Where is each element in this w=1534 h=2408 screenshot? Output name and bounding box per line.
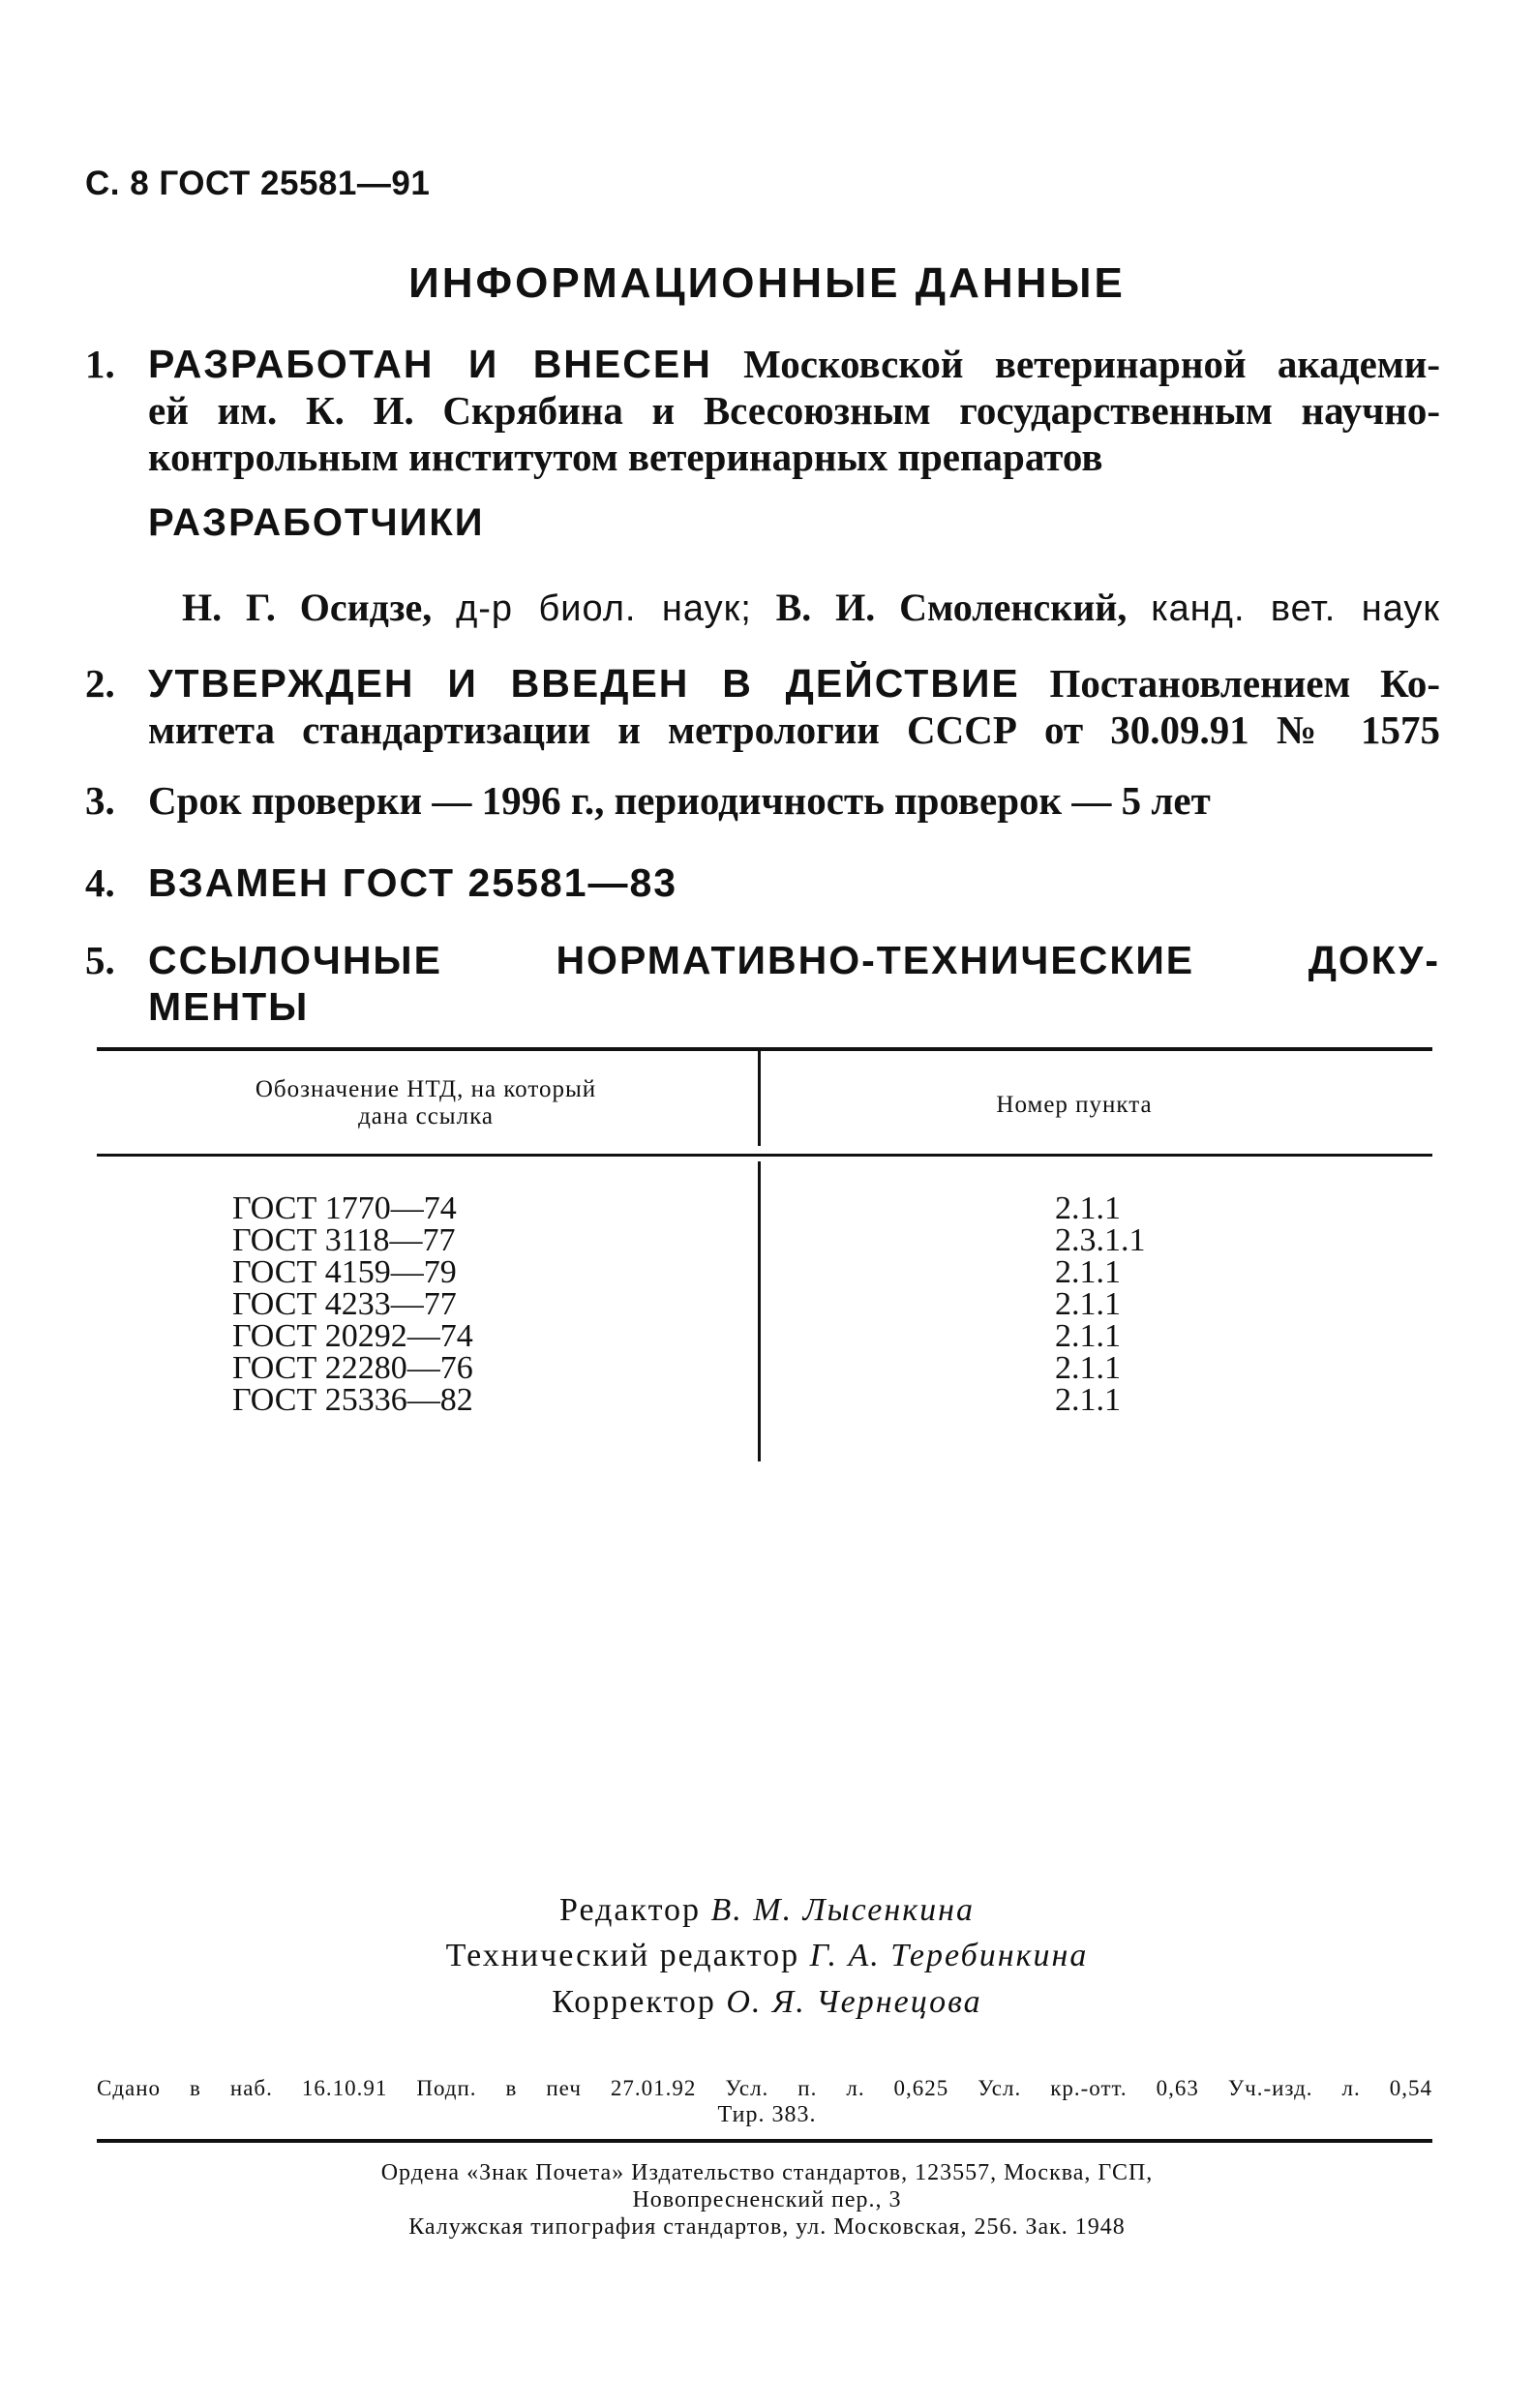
item-text: ВЗАМЕН ГОСТ 25581—83 bbox=[148, 860, 678, 905]
staff-editor bbox=[0, 1892, 1534, 1929]
staff-name: Г. А. Теребинкина bbox=[809, 1938, 1089, 1973]
developer-name: В. И. Смоленский, bbox=[775, 586, 1128, 629]
item-lead: УТВЕРЖДЕН И ВВЕДЕН В ДЕЙСТВИЕ bbox=[148, 661, 1020, 706]
item-number: 2. bbox=[85, 661, 115, 706]
imprint-printer-line: Калужская типография стандартов, ул. Московская, 256. Зак. 1948 bbox=[408, 2214, 1126, 2240]
table-cell-item: 2.1.1 bbox=[1055, 1318, 1121, 1354]
table-col1-header bbox=[155, 1076, 697, 1130]
table-body-divider bbox=[758, 1161, 761, 1461]
table-cell-doc: ГОСТ 4159—79 bbox=[232, 1254, 457, 1290]
item-word: ДОКУ- bbox=[1308, 938, 1440, 982]
imprint-rule bbox=[97, 2139, 1432, 2143]
table-col1-values bbox=[232, 1192, 639, 1416]
item-number: 5. bbox=[85, 938, 115, 982]
item-text: Московской ветеринарной академи- bbox=[743, 342, 1440, 386]
imprint-run: Тир. 383. bbox=[717, 2102, 817, 2127]
imprint-publisher-line1: Ордена «Знак Почета» Издательство стандартов, 123557, Москва, ГСП, bbox=[380, 2160, 1154, 2185]
table-cell-doc: ГОСТ 22280—76 bbox=[232, 1350, 473, 1386]
table-cell-doc: ГОСТ 25336—82 bbox=[232, 1382, 473, 1418]
item-5-line-2: МЕНТЫ bbox=[148, 984, 310, 1029]
item-word: ССЫЛОЧНЫЕ bbox=[148, 938, 442, 982]
table-cell-doc: ГОСТ 4233—77 bbox=[232, 1286, 457, 1322]
table-col2-values bbox=[1055, 1192, 1248, 1416]
staff-corrector bbox=[0, 1984, 1534, 2021]
item-5-line-1 bbox=[148, 937, 1440, 983]
item-2-line-2: митета стандартизации и метрологии СССР от 30.09.91 № 1575 bbox=[148, 707, 1440, 752]
item-2 bbox=[85, 660, 1440, 757]
item-1-line-1 bbox=[148, 341, 1440, 387]
item-number: 3. bbox=[85, 778, 115, 823]
item-1-line-2: ей им. К. И. Скрябина и Всесоюзным государственным научно- bbox=[148, 388, 1440, 433]
developers-list bbox=[182, 585, 1440, 630]
table-cell-item: 2.1.1 bbox=[1055, 1254, 1121, 1290]
table-cell-doc: ГОСТ 3118—77 bbox=[232, 1222, 456, 1258]
developer-name: Н. Г. Осидзе, bbox=[182, 586, 433, 629]
table-col2-header: Номер пункта bbox=[996, 1092, 1153, 1118]
table-cell-doc: ГОСТ 1770—74 bbox=[232, 1190, 457, 1226]
imprint-publisher-line2: Новопресненский пер., 3 bbox=[632, 2187, 902, 2212]
item-2-line-1 bbox=[148, 660, 1440, 707]
table-header-rule bbox=[97, 1154, 1432, 1157]
staff-name: О. Я. Чернецова bbox=[726, 1984, 982, 2020]
item-text: Постановлением Ко- bbox=[1049, 661, 1441, 706]
table-cell-doc: ГОСТ 20292—74 bbox=[232, 1318, 473, 1354]
developer-title: д-р биол. наук; bbox=[456, 588, 752, 629]
item-number: 1. bbox=[85, 342, 115, 386]
col1-header-line2: дана ссылка bbox=[358, 1103, 494, 1129]
developers-heading: РАЗРАБОТЧИКИ bbox=[148, 501, 485, 544]
staff-role: Редактор bbox=[559, 1892, 701, 1928]
item-word: НОРМАТИВНО-ТЕХНИЧЕСКИЕ bbox=[556, 938, 1195, 982]
table-cell-item: 2.1.1 bbox=[1055, 1286, 1121, 1322]
item-lead: РАЗРАБОТАН И ВНЕСЕН bbox=[148, 342, 712, 386]
staff-role: Технический редактор bbox=[445, 1938, 800, 1973]
table-cell-item: 2.1.1 bbox=[1055, 1190, 1121, 1226]
staff-role: Корректор bbox=[552, 1984, 716, 2020]
item-5 bbox=[85, 937, 1440, 1034]
col1-header-line1: Обозначение НТД, на который bbox=[255, 1076, 597, 1102]
item-1-line-3: контрольным институтом ветеринарных препаратов bbox=[148, 435, 1103, 479]
item-text: Срок проверки — 1996 г., периодичность проверок — 5 лет bbox=[148, 778, 1211, 823]
item-number: 4. bbox=[85, 860, 115, 905]
table-cell-item: 2.1.1 bbox=[1055, 1350, 1121, 1386]
table-top-rule bbox=[97, 1047, 1432, 1051]
developer-title: канд. вет. наук bbox=[1151, 588, 1441, 629]
table-cell-item: 2.1.1 bbox=[1055, 1382, 1121, 1418]
page-title: ИНФОРМАЦИОННЫЕ ДАННЫЕ bbox=[408, 259, 1126, 307]
staff-name: В. М. Лысенкина bbox=[710, 1892, 975, 1928]
table-cell-item: 2.3.1.1 bbox=[1055, 1222, 1146, 1258]
item-1 bbox=[85, 341, 1440, 486]
imprint-print-line: Сдано в наб. 16.10.91 Подп. в печ 27.01.92 Усл. п. л. 0,625 Усл. кр.-отт. 0,63 Уч.-изд. л. 0,54 bbox=[97, 2076, 1432, 2100]
staff-tech-editor bbox=[0, 1938, 1534, 1974]
table-header-divider bbox=[758, 1051, 761, 1146]
page-header: С. 8 ГОСТ 25581—91 bbox=[85, 165, 431, 202]
